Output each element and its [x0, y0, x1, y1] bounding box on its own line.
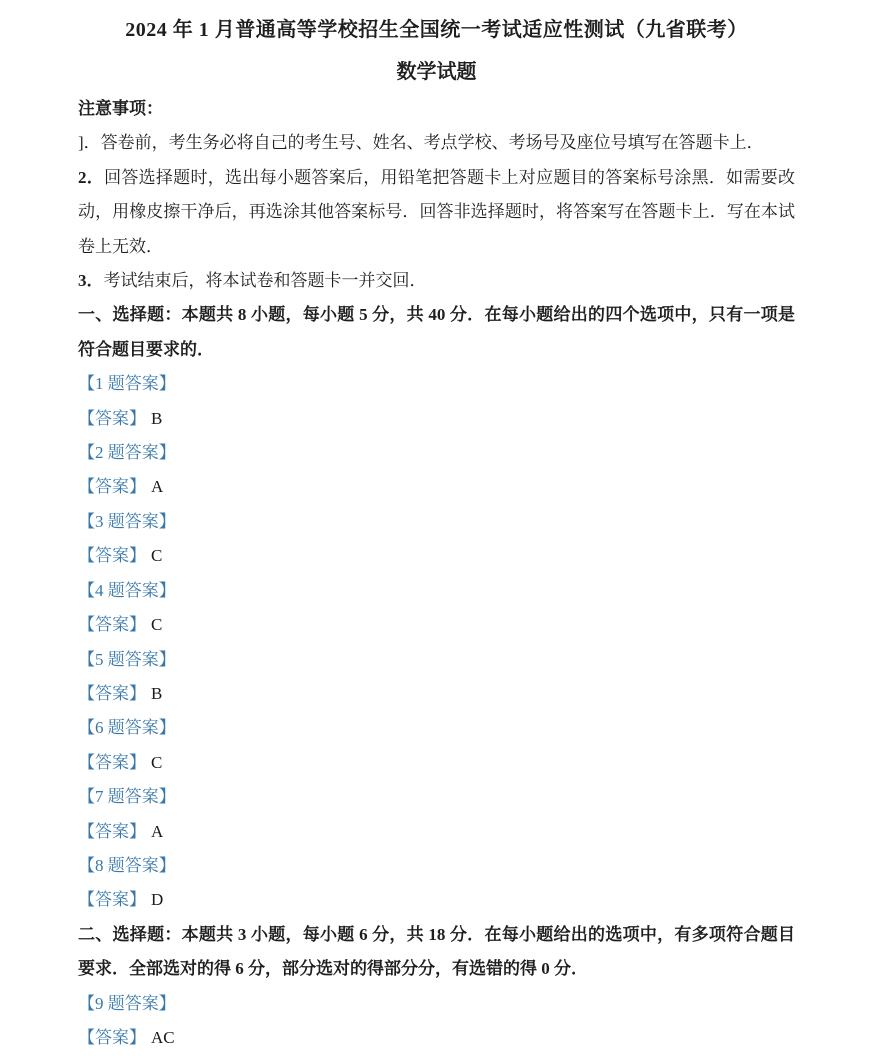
question-8-answer-label: 【8 题答案】 — [78, 855, 176, 875]
notice-item-3-text: 考试结束后，将本试卷和答题卡一并交回． — [103, 271, 427, 291]
answer-prefix: 【答案】 — [78, 477, 146, 497]
exam-title: 2024 年 1 月普通高等学校招生全国统一考试适应性测试（九省联考） — [125, 19, 748, 41]
notice-item-3-number: 3． — [78, 271, 104, 291]
question-5-answer-label: 【5 题答案】 — [78, 649, 176, 669]
answer-value: C — [151, 546, 163, 566]
answer-prefix: 【答案】 — [78, 546, 146, 566]
question-7-answer-line — [78, 815, 795, 849]
answer-prefix: 【答案】 — [78, 615, 146, 635]
notice-item-1-number: ]． — [78, 133, 101, 153]
question-8-answer-line — [78, 883, 795, 917]
question-9-answer-label: 【9 题答案】 — [78, 993, 176, 1013]
answer-prefix: 【答案】 — [78, 890, 146, 910]
exam-subtitle: 数学试题 — [396, 61, 477, 83]
answer-value: C — [151, 752, 163, 772]
answer-prefix: 【答案】 — [78, 752, 146, 772]
question-9-answer-line — [78, 1021, 795, 1055]
notice-item-2-text: 回答选择题时，选出每小题答案后，用铅笔把答题卡上对应题目的答案标号涂黑．如需要改动，用橡皮擦干净后，再选涂其他答案标号．回答非选择题时，将答案写在答题卡上．写在本试卷上无效． — [78, 167, 795, 256]
answer-prefix: 【答案】 — [78, 408, 146, 428]
question-2-answer-line — [78, 470, 795, 504]
question-1-answer-label: 【1 题答案】 — [78, 374, 176, 394]
answer-value: A — [151, 477, 164, 497]
question-1-answer-line — [78, 402, 795, 436]
section-2-heading: 二、选择题：本题共 3 小题，每小题 6 分，共 18 分．在每小题给出的选项中，有多项符合题目要求．全部选对的得 6 分，部分选对的得部分分，有选错的得 0 分． — [78, 924, 795, 979]
answer-prefix: 【答案】 — [78, 821, 146, 841]
document-page — [0, 14, 872, 1063]
answer-value: A — [151, 821, 164, 841]
question-5-answer-line — [78, 677, 795, 711]
question-6-answer-line — [78, 746, 795, 780]
question-7-answer-label: 【7 题答案】 — [78, 787, 176, 807]
question-3-answer-line — [78, 539, 795, 573]
question-6-answer-label: 【6 题答案】 — [78, 718, 176, 738]
answer-value: C — [151, 615, 163, 635]
question-3-answer-label: 【3 题答案】 — [78, 511, 176, 531]
section-1-heading: 一、选择题：本题共 8 小题，每小题 5 分，共 40 分．在每小题给出的四个选项中，只有一项是符合题目要求的． — [78, 305, 795, 359]
notice-item-2 — [78, 161, 795, 264]
notice-item-3 — [78, 264, 795, 298]
document-body — [78, 92, 795, 1055]
answer-value: AC — [151, 1027, 175, 1047]
answer-value: B — [151, 408, 163, 428]
notice-item-1-text: 答卷前，考生务必将自己的考生号、姓名、考点学校、考场号及座位号填写在答题卡上． — [100, 133, 764, 153]
question-4-answer-line — [78, 608, 795, 642]
answer-value: D — [151, 890, 164, 910]
answer-value: B — [151, 683, 163, 703]
question-2-answer-label: 【2 题答案】 — [78, 443, 176, 463]
question-4-answer-label: 【4 题答案】 — [78, 580, 176, 600]
answer-prefix: 【答案】 — [78, 683, 146, 703]
notice-item-1 — [78, 126, 795, 160]
notice-item-2-number: 2． — [78, 167, 105, 187]
answer-prefix: 【答案】 — [78, 1027, 146, 1047]
notice-heading: 注意事项： — [78, 99, 163, 118]
